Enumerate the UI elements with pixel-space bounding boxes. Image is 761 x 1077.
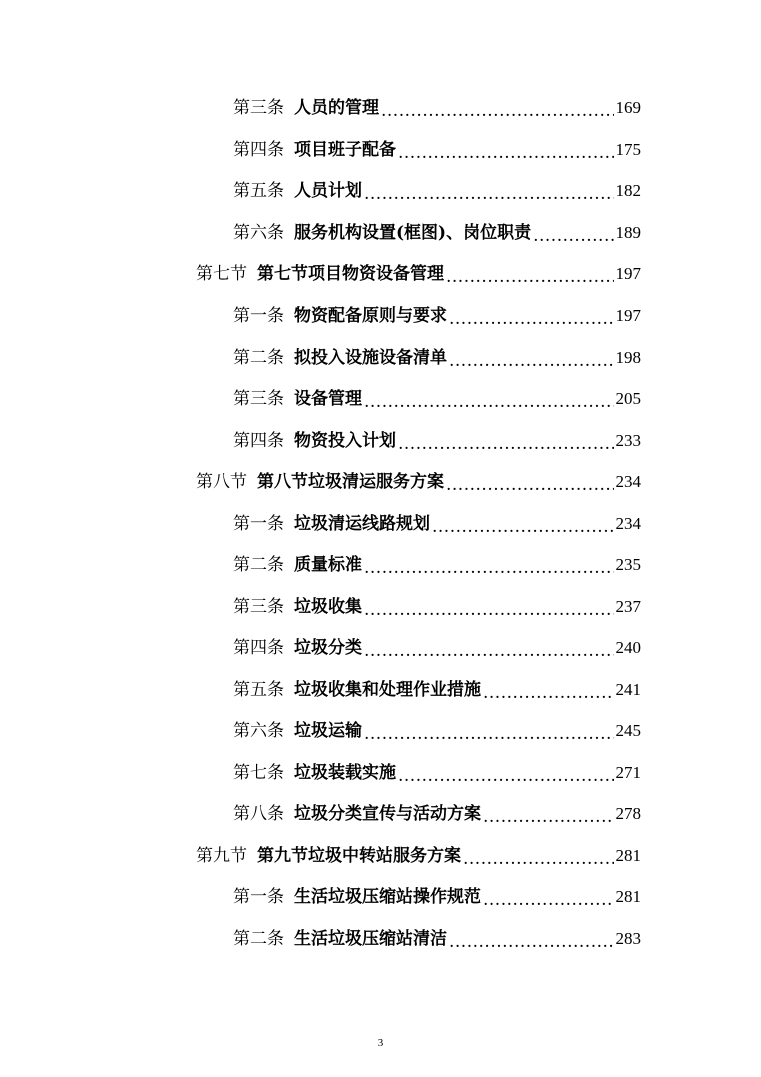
toc-entry[interactable]: [233, 176, 641, 206]
toc-entry-number: 第七条: [233, 763, 284, 783]
toc-entry-title: 垃圾收集: [294, 597, 362, 617]
toc-entry[interactable]: [233, 882, 641, 912]
toc-entry-title: 设备管理: [294, 389, 362, 409]
toc-entry-title: 生活垃圾压缩站清洁: [294, 929, 447, 949]
toc-entry-number: 第四条: [233, 140, 284, 160]
toc-entry-title: 物资投入计划: [294, 431, 396, 451]
toc-entry-number: 第五条: [233, 181, 284, 201]
toc-entry-page: 281: [615, 887, 641, 906]
toc-entry-number: 第四条: [233, 638, 284, 658]
toc-entry-page: 175: [615, 140, 641, 159]
toc-entry-number: 第三条: [233, 597, 284, 617]
toc-entry-title: 垃圾装载实施: [294, 763, 396, 783]
toc-entry[interactable]: [233, 135, 641, 165]
toc-entry-title: 垃圾分类宣传与活动方案: [294, 804, 481, 824]
toc-entry-number: 第二条: [233, 929, 284, 949]
toc-section-title: 第八节垃圾清运服务方案: [257, 472, 444, 492]
toc-entry[interactable]: [233, 924, 641, 954]
toc-entry-page: 198: [615, 348, 641, 367]
dot-leader: [364, 719, 614, 749]
toc-entry-title: 垃圾分类: [294, 638, 362, 658]
dot-leader: [483, 802, 614, 832]
dot-leader: [364, 595, 614, 625]
dot-leader: [449, 304, 614, 334]
toc-section-number: 第八节: [196, 472, 247, 492]
dot-leader: [398, 138, 614, 168]
toc-entry[interactable]: [233, 675, 641, 705]
toc-entry-page: 205: [615, 389, 641, 408]
toc-entry-number: 第八条: [233, 804, 284, 824]
toc-section-title: 第九节垃圾中转站服务方案: [257, 846, 461, 866]
dot-leader: [364, 636, 614, 666]
toc-entry-title: 生活垃圾压缩站操作规范: [294, 887, 481, 907]
toc-entry-page: 283: [615, 929, 641, 948]
toc-entry-title: 拟投入设施设备清单: [294, 348, 447, 368]
dot-leader: [463, 844, 614, 874]
toc-entry[interactable]: [233, 218, 641, 248]
dot-leader: [364, 553, 614, 583]
toc-entry[interactable]: [233, 592, 641, 622]
toc-entry-page: 235: [615, 555, 641, 574]
toc-entry-number: 第四条: [233, 431, 284, 451]
dot-leader: [483, 885, 614, 915]
toc-entry-page: 169: [615, 98, 641, 117]
toc-entry-title: 服务机构设置(框图)、岗位职责: [294, 223, 532, 243]
toc-entry[interactable]: [233, 93, 641, 123]
toc-entry[interactable]: [233, 758, 641, 788]
toc-entry-title: 人员计划: [294, 181, 362, 201]
toc-entry-number: 第六条: [233, 223, 284, 243]
dot-leader: [398, 429, 614, 459]
toc-entry-title: 垃圾运输: [294, 721, 362, 741]
toc-entry-title: 垃圾收集和处理作业措施: [294, 680, 481, 700]
toc-entry-page: 237: [615, 597, 641, 616]
dot-leader: [449, 927, 614, 957]
toc-section-entry[interactable]: [196, 841, 641, 871]
toc-entry[interactable]: [233, 633, 641, 663]
dot-leader: [533, 221, 613, 251]
toc-entry-page: 271: [615, 763, 641, 782]
toc-entry-number: 第二条: [233, 555, 284, 575]
toc-entry-number: 第一条: [233, 887, 284, 907]
dot-leader: [483, 678, 614, 708]
toc-entry-page: 182: [615, 181, 641, 200]
dot-leader: [381, 96, 614, 126]
dot-leader: [432, 512, 614, 542]
toc-entry-title: 项目班子配备: [294, 140, 396, 160]
toc-entry-title: 物资配备原则与要求: [294, 306, 447, 326]
toc-entry-page: 233: [615, 431, 641, 450]
toc-entry[interactable]: [233, 343, 641, 373]
toc-section-entry[interactable]: [196, 467, 641, 497]
toc-entry-title: 质量标准: [294, 555, 362, 575]
toc-entry-page: 189: [615, 223, 641, 242]
toc-section-number: 第九节: [196, 846, 247, 866]
toc-entry-number: 第五条: [233, 680, 284, 700]
dot-leader: [446, 262, 614, 292]
toc-entry-page: 234: [615, 472, 641, 491]
toc-entry[interactable]: [233, 301, 641, 331]
dot-leader: [449, 346, 614, 376]
toc-entry-page: 245: [615, 721, 641, 740]
toc-entry[interactable]: [233, 384, 641, 414]
dot-leader: [364, 179, 614, 209]
dot-leader: [364, 387, 614, 417]
toc-entry[interactable]: [233, 426, 641, 456]
toc-entry-title: 人员的管理: [294, 98, 379, 118]
toc-entry[interactable]: [233, 509, 641, 539]
toc-entry-number: 第一条: [233, 514, 284, 534]
toc-section-title: 第七节项目物资设备管理: [257, 264, 444, 284]
toc-entry-page: 278: [615, 804, 641, 823]
toc-entry-number: 第三条: [233, 98, 284, 118]
dot-leader: [398, 761, 614, 791]
toc-entry[interactable]: [233, 550, 641, 580]
dot-leader: [446, 470, 614, 500]
toc-entry-number: 第一条: [233, 306, 284, 326]
toc-entry-page: 197: [615, 306, 641, 325]
toc-entry-page: 281: [615, 846, 641, 865]
toc-entry-number: 第二条: [233, 348, 284, 368]
toc-entry[interactable]: [233, 799, 641, 829]
toc-entry-number: 第三条: [233, 389, 284, 409]
toc-entry-number: 第六条: [233, 721, 284, 741]
toc-entry-page: 241: [615, 680, 641, 699]
toc-entry-page: 234: [615, 514, 641, 533]
page-number: 3: [377, 1037, 384, 1049]
toc-section-number: 第七节: [196, 264, 247, 284]
toc-entry-page: 240: [615, 638, 641, 657]
toc-entry-title: 垃圾清运线路规划: [294, 514, 430, 534]
toc-entry-page: 197: [615, 264, 641, 283]
toc-entry[interactable]: [233, 716, 641, 746]
toc-section-entry[interactable]: [196, 259, 641, 289]
